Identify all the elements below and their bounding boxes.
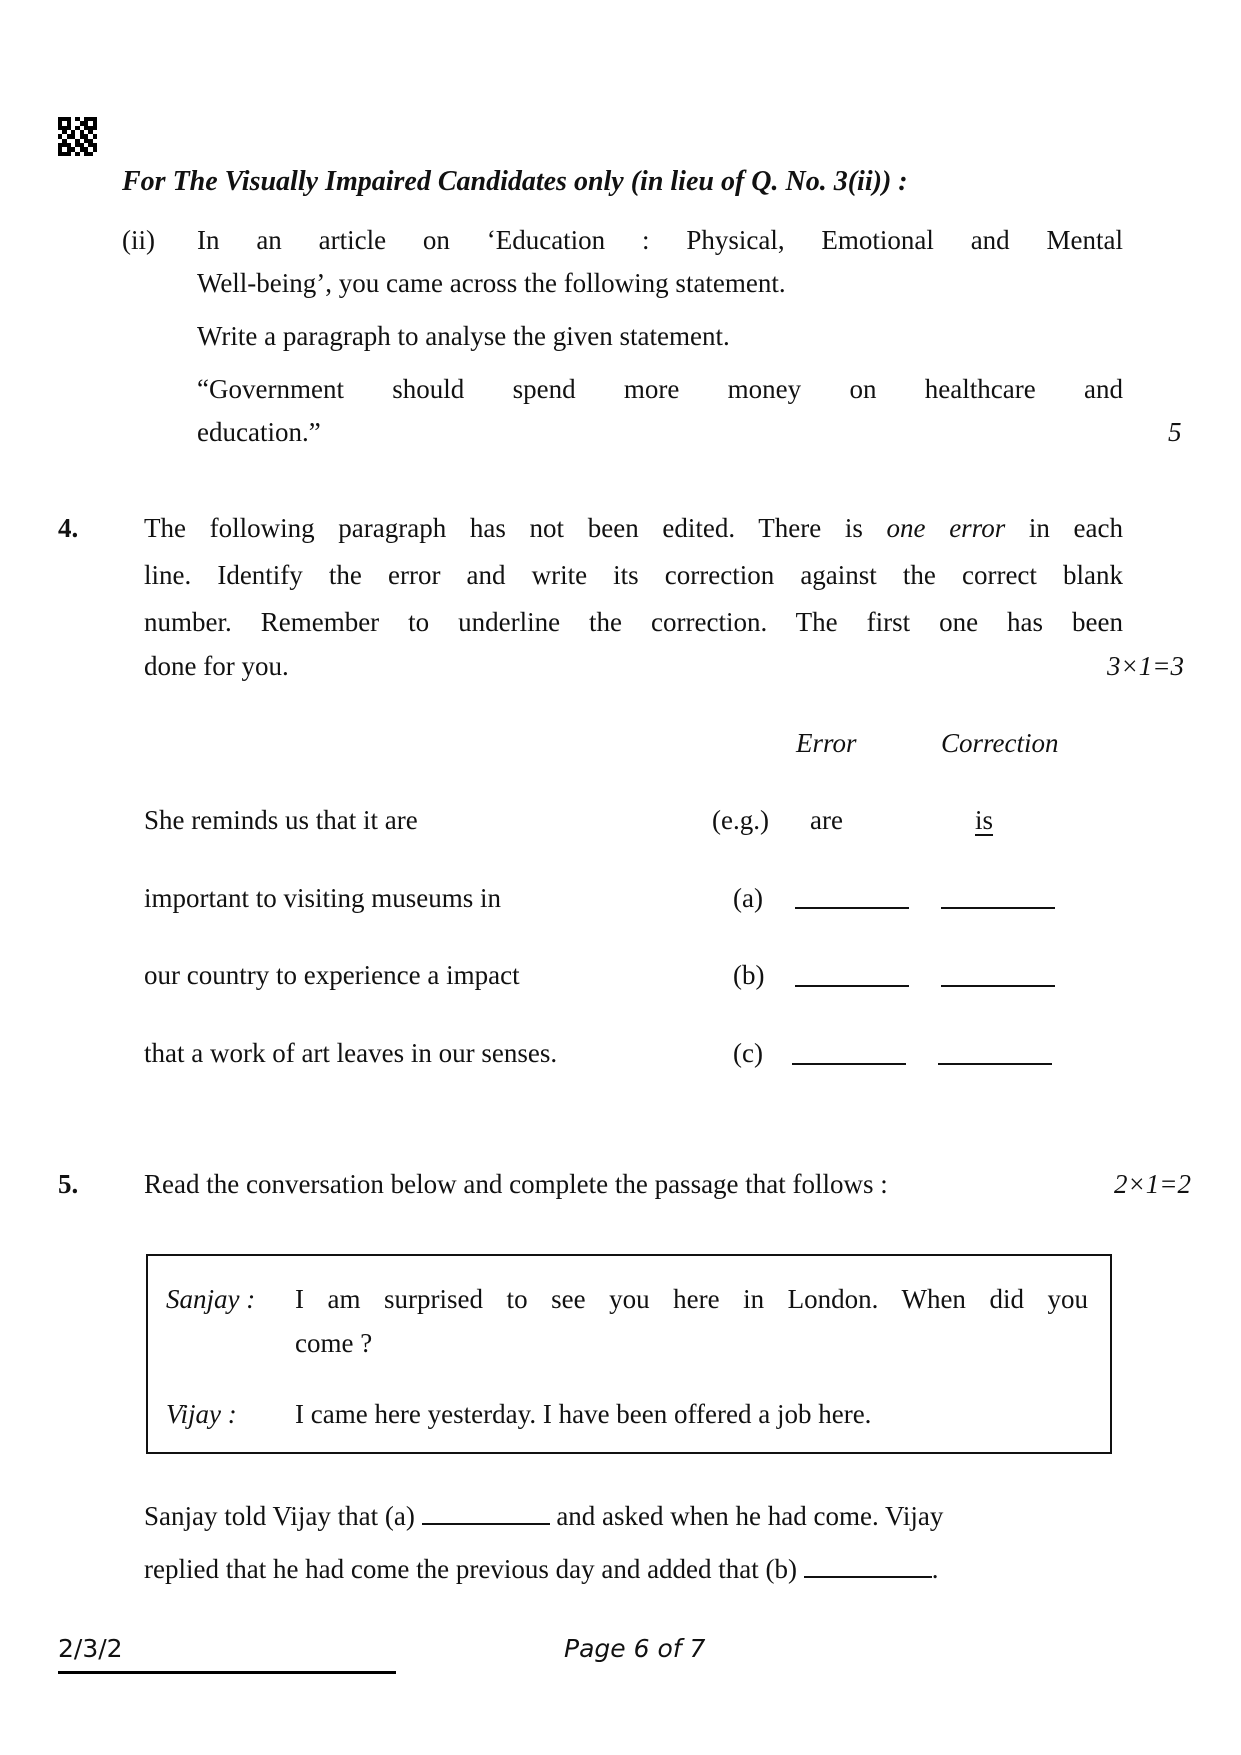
q4-line3: number. Remember to underline the correction. The first one has been — [144, 607, 1123, 637]
q4-row-label: (b) — [733, 960, 765, 990]
q4-row-label: (c) — [733, 1038, 763, 1068]
q5-number: 5. — [58, 1169, 79, 1199]
passage-blank-b[interactable] — [804, 1575, 932, 1578]
error-blank-b[interactable] — [795, 985, 909, 987]
sanjay-line2: come ? — [295, 1328, 373, 1358]
q4-line1-text: The following paragraph has not been edited. There is — [144, 513, 887, 543]
vi-heading: For The Visually Impaired Candidates only (in lieu of Q. No. 3(ii)) : — [122, 166, 908, 197]
q4-line4: done for you. — [144, 651, 289, 681]
q4-row-label: (a) — [733, 883, 763, 913]
page-number: Page 6 of 7 — [564, 1634, 706, 1663]
correction-blank-c[interactable] — [938, 1063, 1052, 1065]
q3ii-instruction: Write a paragraph to analyse the given statement. — [197, 321, 730, 351]
speaker-vijay: Vijay : — [166, 1399, 237, 1429]
vijay-line1: I came here yesterday. I have been offered a job here. — [295, 1399, 872, 1429]
q4-row-text: She reminds us that it are — [144, 805, 418, 835]
q3ii-line2: Well-being’, you came across the following statement. — [197, 268, 786, 298]
passage-blank-a[interactable] — [422, 1522, 550, 1525]
sanjay-line1: I am surprised to see you here in London. When did you — [295, 1284, 1088, 1314]
q4-marks: 3×1=3 — [1107, 651, 1184, 681]
q3ii-label: (ii) — [122, 225, 155, 255]
q4-line1 — [144, 512, 1123, 544]
q3ii-quote-line2: education.” — [197, 417, 321, 447]
passage-line2 — [144, 1553, 939, 1585]
q4-row-error: are — [810, 805, 843, 835]
q5-marks: 2×1=2 — [1114, 1169, 1191, 1199]
error-blank-a[interactable] — [795, 907, 909, 909]
q4-number: 4. — [58, 513, 79, 543]
q4-row-correction: is — [975, 805, 994, 835]
q4-line2: line. Identify the error and write its correction against the correct blank — [144, 560, 1123, 590]
q4-row-text: that a work of art leaves in our senses. — [144, 1038, 558, 1068]
passage-text: and asked when he had come. Vijay — [549, 1501, 944, 1531]
q4-line1-emphasis: one error — [886, 513, 1006, 543]
correction-blank-b[interactable] — [941, 985, 1055, 987]
q4-row-label: (e.g.) — [712, 805, 769, 835]
correction-blank-a[interactable] — [941, 907, 1055, 909]
q3ii-marks: 5 — [1168, 417, 1182, 447]
paper-code: 2/3/2 — [58, 1634, 123, 1663]
qr-code-icon — [58, 117, 97, 156]
q4-line1-text-end: in each — [1005, 513, 1123, 543]
speaker-sanjay: Sanjay : — [166, 1284, 256, 1314]
error-blank-c[interactable] — [792, 1063, 906, 1065]
q5-prompt: Read the conversation below and complete the passage that follows : — [144, 1169, 888, 1199]
passage-text: . — [931, 1554, 939, 1584]
q3ii-line1: In an article on ‘Education : Physical, Emotional and Mental — [197, 225, 1123, 255]
passage-line1 — [144, 1500, 1123, 1532]
q4-row-text: our country to experience a impact — [144, 960, 520, 990]
q4-row-text: important to visiting museums in — [144, 883, 501, 913]
q3ii-quote-line1: “Government should spend more money on healthcare and — [197, 374, 1123, 404]
passage-text: Sanjay told Vijay that (a) — [144, 1501, 422, 1531]
footer-rule — [58, 1671, 396, 1674]
passage-text: replied that he had come the previous day and added that (b) — [144, 1554, 804, 1584]
col-header-correction: Correction — [941, 728, 1059, 758]
col-header-error: Error — [796, 728, 857, 758]
